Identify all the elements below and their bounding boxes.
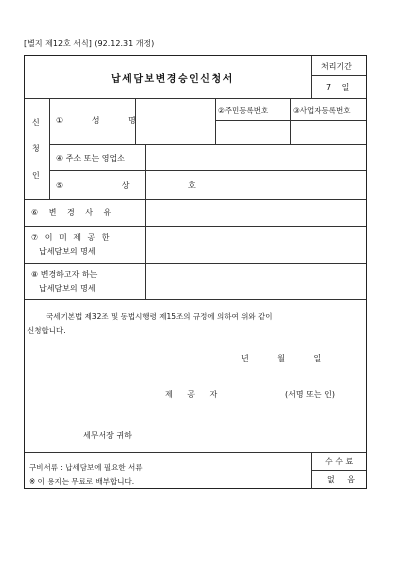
rule-name-value xyxy=(215,98,216,144)
addressee: 세무서장 귀하 xyxy=(83,431,132,440)
provided-label-line1: ⑦ 이 미 제 공 한 xyxy=(31,233,112,242)
provider-label: 제 공 자 xyxy=(165,390,218,399)
rule-provided-bottom xyxy=(25,263,366,264)
required-docs: 구비서류 : 납세담보에 필요한 서류 xyxy=(29,463,143,472)
rule-title-bottom xyxy=(25,98,366,99)
rule-fee-mid xyxy=(311,470,366,471)
trade-name-label: ⑤ 상 호 xyxy=(56,181,196,190)
rule-address-bottom xyxy=(49,170,366,171)
processing-period-label: 처리기간 xyxy=(321,62,352,71)
rule-period-mid xyxy=(311,75,366,76)
processing-period-value: 7 일 xyxy=(326,83,350,92)
applicant-label-2: 청 xyxy=(32,144,40,153)
change-label-line2: 납세담보의 명세 xyxy=(39,284,96,293)
rule-field-label xyxy=(145,144,146,299)
rule-applicant-bottom xyxy=(25,199,366,200)
form-frame xyxy=(24,55,367,489)
date-line: 년 월 일 xyxy=(241,354,322,363)
rule-id-split xyxy=(290,98,291,144)
business-no-label: ③사업자등록번호 xyxy=(293,106,351,115)
form-caption: [별지 제12호 서식] (92.12.31 개정) xyxy=(24,39,155,48)
fee-label: 수 수 료 xyxy=(325,457,354,466)
form-title: 납세담보변경승인신청서 xyxy=(111,74,234,85)
rule-section-label xyxy=(49,98,50,199)
rule-statement-bottom xyxy=(25,452,366,453)
rule-period-left xyxy=(311,56,312,98)
rule-reason-bottom xyxy=(25,226,366,227)
change-label-line1: ⑧ 변경하고자 하는 xyxy=(31,270,98,279)
address-label: ④ 주소 또는 영업소 xyxy=(56,154,125,163)
applicant-label-1: 신 xyxy=(32,118,40,127)
statement-line1: 국세기본법 제32조 및 동법시행령 제15조의 규정에 의하여 위와 같이 xyxy=(46,312,273,321)
statement-line2: 신청합니다. xyxy=(27,326,66,335)
rule-name-bottom xyxy=(49,144,366,145)
free-note: ※ 이 용지는 무료로 배부합니다. xyxy=(29,477,135,486)
resident-no-label: ②주민등록번호 xyxy=(218,106,269,115)
rule-fee-left xyxy=(311,452,312,489)
provided-label-line2: 납세담보의 명세 xyxy=(39,247,96,256)
fee-value: 없 음 xyxy=(327,475,355,484)
signature-label: (서명 또는 인) xyxy=(285,390,335,399)
name-label: ① 성 명 xyxy=(56,116,136,125)
rule-change-bottom xyxy=(25,299,366,300)
applicant-label-3: 인 xyxy=(32,171,40,180)
reason-label: ⑥ 변 경 사 유 xyxy=(31,208,116,217)
